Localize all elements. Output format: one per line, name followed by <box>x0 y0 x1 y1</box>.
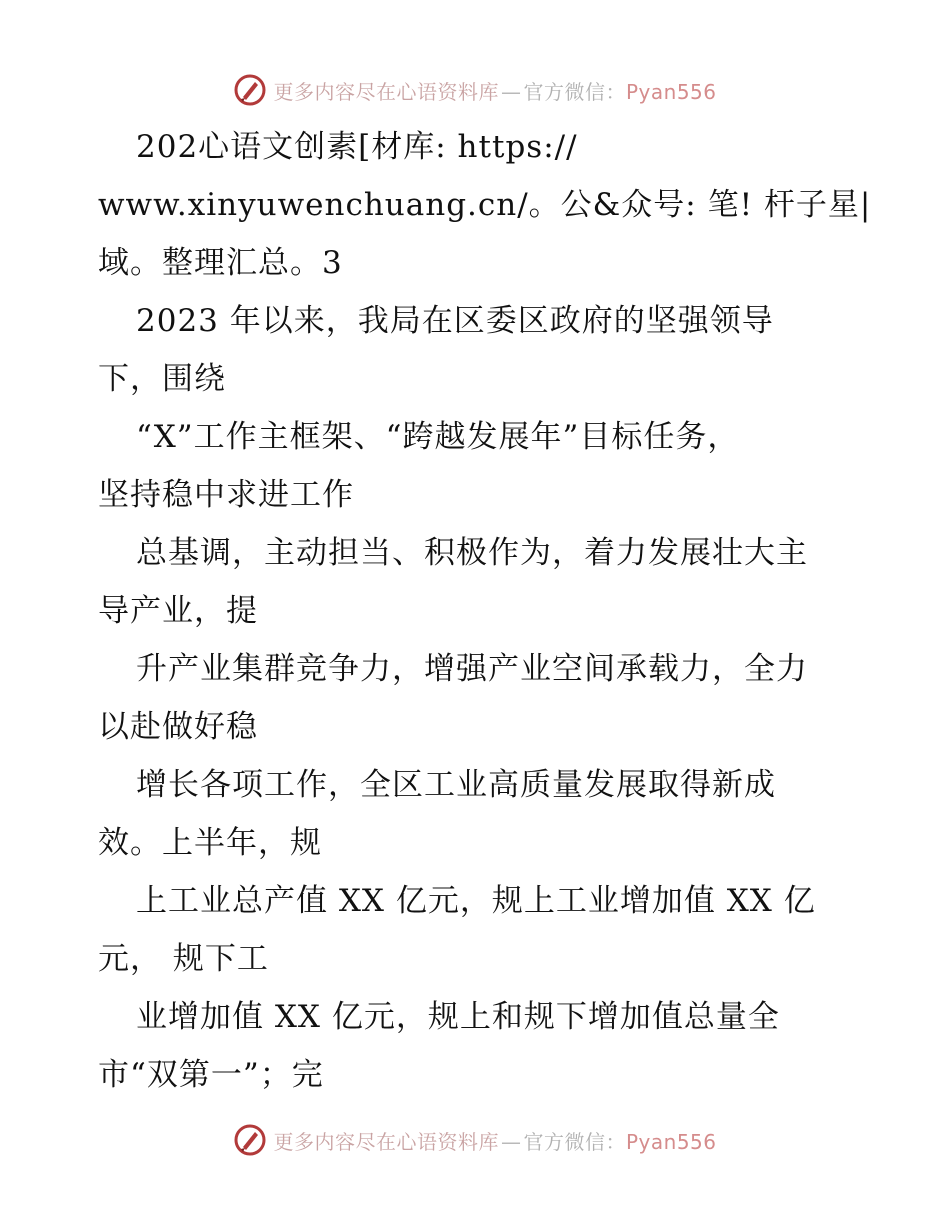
text-line: 上工业总产值 XX 亿元，规上工业增加值 XX 亿 <box>136 883 816 919</box>
text-line: 效。上半年，规 <box>98 825 322 861</box>
brand-logo-icon <box>233 1123 267 1157</box>
text-line: 业增加值 XX 亿元，规上和规下增加值总量全 <box>136 999 780 1035</box>
banner-wechat-label: 官方微信： <box>523 1129 626 1154</box>
text-line: 升产业集群竞争力，增强产业空间承载力，全力 <box>136 651 808 687</box>
banner-wechat-id: Pyan556 <box>625 1129 717 1154</box>
banner-separator: — <box>500 1129 522 1154</box>
banner-slogan: 更多内容尽在心语资料库 <box>273 1129 499 1154</box>
text-line: 总基调，主动担当、积极作为，着力发展壮大主 <box>136 535 808 571</box>
text-line: www.xinyuwenchuang.cn/。公&众号: 笔! 杆子星| <box>98 187 872 223</box>
text-line: “X”工作主框架、“跨越发展年”目标任务， <box>136 419 740 455</box>
text-line: 202心语文创素[材库: https:// <box>136 129 578 165</box>
text-line: 市“双第一”；完 <box>98 1057 324 1093</box>
text-line: 2023 年以来，我局在区委区政府的坚强领导 <box>136 303 774 339</box>
document-body <box>98 118 872 1104</box>
header-banner <box>0 70 950 110</box>
brand-logo-icon <box>233 73 267 107</box>
text-line: 坚持稳中求进工作 <box>98 477 354 513</box>
banner-text <box>273 76 716 105</box>
banner-separator: — <box>500 79 522 104</box>
text-line: 导产业，提 <box>98 593 258 629</box>
banner-text <box>273 1126 716 1155</box>
footer-banner <box>0 1120 950 1160</box>
text-line: 以赴做好稳 <box>98 709 258 745</box>
banner-slogan: 更多内容尽在心语资料库 <box>273 79 499 104</box>
text-line: 元， 规下工 <box>98 941 269 977</box>
text-line: 域。整理汇总。3 <box>98 245 343 281</box>
text-line: 下，围绕 <box>98 361 226 397</box>
text-line: 增长各项工作，全区工业高质量发展取得新成 <box>136 767 776 803</box>
banner-wechat-id: Pyan556 <box>625 79 717 104</box>
banner-wechat-label: 官方微信： <box>523 79 626 104</box>
